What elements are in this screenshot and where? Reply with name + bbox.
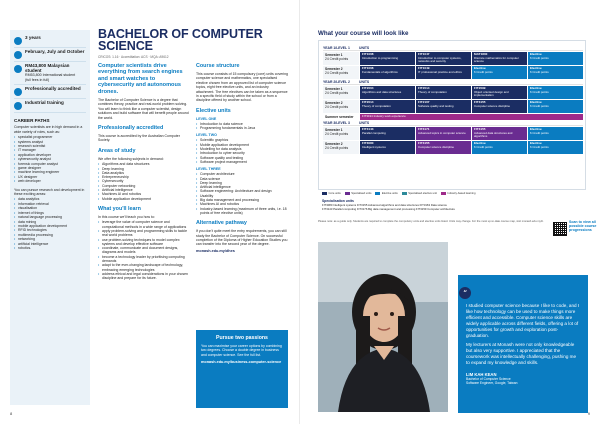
learn-item: • apply problem-solving and programming skills to tackle real world problems	[98, 229, 190, 238]
area-item: • Data analytics	[98, 171, 190, 175]
year-header	[323, 45, 583, 51]
career-item: • game designer	[14, 166, 86, 170]
area-item: • Entrepreneurship	[98, 175, 190, 179]
unit-code: FIT2099	[474, 86, 486, 90]
elective-item: • Scientific graphics	[196, 138, 288, 142]
level-three-heading: LEVEL THREE	[196, 167, 221, 172]
people-icon	[14, 102, 22, 110]
unit-name: Fundamentals of algorithms	[362, 69, 398, 74]
learn-intro: In this course we'll teach you how to:	[98, 214, 155, 219]
unit-name: 6 Credit points	[530, 130, 549, 135]
intro-paragraph: The Bachelor of Computer Science is a degree that combines theory, practice and real-world problem solving. You will learn to think like a computer scientist, design solutions and build software that will benefit people around the world.	[98, 98, 189, 120]
course-info-text	[25, 87, 81, 92]
elective-item: • Computer architecture	[196, 172, 288, 176]
units-column-label: UNITS	[359, 79, 370, 84]
unit-cell	[360, 100, 415, 113]
quote-mark-icon: “	[459, 287, 471, 299]
legend-swatch	[375, 192, 380, 195]
unit-name: 6 Credit points	[474, 69, 493, 74]
unit-code: Elective	[530, 127, 542, 131]
unit-name: Parallel computing	[362, 130, 386, 135]
research-item: • artificial intelligence	[14, 242, 86, 246]
course-info-line: (full fees in full)	[25, 77, 50, 82]
unit-code: Elective	[530, 141, 542, 145]
course-map	[318, 40, 586, 190]
semester-label	[323, 52, 359, 65]
semester-label	[323, 66, 359, 79]
learn-item: • address ethical and legal considerations in your chosen discipline and prepare for its future.	[98, 272, 190, 281]
quote-text	[466, 303, 580, 366]
unit-name: 6 Credit points	[530, 55, 549, 60]
career-item: • forensic computer analyst	[14, 162, 86, 166]
course-info-row	[14, 99, 86, 113]
semester-name: Semester 2	[325, 142, 343, 146]
area-item: • Deep learning	[98, 167, 190, 171]
elective-item: • Software project management	[196, 160, 288, 164]
semester-label	[323, 86, 359, 99]
unit-cell	[528, 141, 583, 154]
semester-points: 24 Credit points	[325, 57, 349, 61]
course-codes: CRICOS: 1.16 · Accreditation: ACS · MQA: A9612	[98, 55, 169, 59]
unit-cell	[472, 141, 527, 154]
student-job: Software Engineer, Google, Taiwan	[466, 381, 518, 385]
unit-name: 6 Credit points	[530, 103, 549, 108]
course-map-legend	[322, 192, 584, 195]
elective-item: • Software quality and testing	[196, 156, 288, 160]
career-intro: Computer scientists are in high demand in a wide variety of roles, such as:	[14, 125, 83, 134]
unit-code: FIT1049	[418, 66, 430, 70]
unit-code: FIT1008	[362, 52, 374, 56]
legend-label: Specialised elective unit	[408, 192, 437, 195]
semester-row	[323, 127, 583, 140]
career-item: • systems analyst	[14, 140, 86, 144]
elective-item: • Machines AI and robotics	[196, 202, 288, 206]
unit-name: Computer science discipline	[474, 103, 510, 108]
career-item: • research scientist	[14, 144, 86, 148]
semester-name: Semester 1	[325, 53, 343, 57]
level-one-list	[196, 122, 288, 131]
areas-intro: We offer the following subjects in demand:	[98, 156, 164, 161]
level-one-heading: LEVEL ONE	[196, 116, 217, 121]
unit-code: Elective	[474, 66, 486, 70]
elective-item: • Big data management and processing	[196, 198, 288, 202]
page-number-right: 9	[587, 411, 590, 416]
specialisation-line: FIT3080 Intelligent systems FIT3155 Advanced algorithms and data structures FIT3163 Data science	[322, 203, 447, 207]
semester-points: 24 Credit points	[325, 71, 349, 75]
learn-item: • leverage the value of computer science and computational methods in a wide range of applications	[98, 220, 190, 229]
page-number-left: 8	[10, 411, 13, 416]
level-three-list	[196, 172, 288, 215]
legend-label: Industry-based learning	[447, 192, 476, 195]
unit-code: FIT3155	[418, 141, 430, 145]
year-label: YEAR 1/LEVEL 1	[323, 45, 350, 50]
area-item: • Algorithms and data structures	[98, 162, 190, 166]
semester-points: 24 Credit points	[325, 146, 349, 150]
research-item: • data analytics	[14, 197, 86, 201]
left-column-1	[98, 63, 190, 281]
course-info-line: 3 years	[25, 35, 41, 40]
unit-name: Theory of computation	[418, 89, 447, 94]
semester-row	[323, 52, 583, 65]
learn-heading: What you'll learn	[98, 205, 141, 212]
specialisation-heading: Specialisation units	[322, 199, 354, 203]
award-icon	[14, 88, 22, 96]
units-column-label: UNITS	[359, 120, 370, 125]
pursue-heading: Pursue two passions	[216, 335, 268, 341]
career-list	[14, 135, 86, 183]
elective-item: • Introduction to data science	[196, 122, 288, 126]
course-map-note: Please note: as a guide only. Students are required to complete the compulsory units and elective units listed. Units may change. For the most up-to-date course map, visit monash.edu.my/it.	[318, 220, 544, 223]
unit-name: Algorithms and data structures	[362, 89, 402, 94]
unit-code: Elective	[530, 100, 542, 104]
year-header	[323, 79, 583, 85]
unit-code: FIT1047	[418, 52, 430, 56]
elective-item: • Mobile application development	[196, 143, 288, 147]
research-item: • information retrieval	[14, 202, 86, 206]
legend-item	[345, 192, 372, 195]
unit-cell	[472, 86, 527, 99]
pathway-text: If you don't quite meet the entry requirements, you can still study the Bachelor of Computer Science. On successful completion of the Diploma of Higher Education Studies you can transfer into the second year of the degree.	[196, 229, 288, 247]
unit-name: 6 Credit points	[474, 144, 493, 149]
course-info-text	[25, 50, 84, 55]
unit-code: FIT2014	[418, 86, 430, 90]
unit-code: FIT2107	[418, 100, 430, 104]
area-item: • Computer networking	[98, 184, 190, 188]
unit-name: Advanced data structures and algorithms	[474, 130, 513, 138]
career-paths-heading: CAREER PATHS	[14, 118, 50, 124]
legend-swatch	[441, 192, 446, 195]
unit-code: FIT2004	[362, 86, 374, 90]
course-map-heading: What your course will look like	[318, 30, 409, 37]
legend-swatch	[402, 192, 407, 195]
area-item: • Mobile application development	[98, 197, 190, 201]
unit-code: FIT3171	[418, 127, 430, 131]
unit-cell	[528, 66, 583, 79]
calendar-icon	[14, 51, 22, 59]
career-item: • cybersecurity analyst	[14, 157, 86, 161]
career-item: • machine learning engineer	[14, 170, 86, 174]
semester-points: 24 Credit points	[325, 105, 349, 109]
pathway-link[interactable]: monash.edu.my/dhes	[196, 248, 235, 253]
legend-label: Elective units	[381, 192, 398, 195]
unit-name: 6 Credit points	[530, 69, 549, 74]
research-item: • internet of things	[14, 211, 86, 215]
research-list	[14, 197, 86, 250]
unit-cell	[528, 100, 583, 113]
elective-item: • Deep learning	[196, 181, 288, 185]
student-quote	[458, 275, 588, 413]
unit-cell	[528, 127, 583, 140]
unit-code: FIT3155	[474, 100, 486, 104]
year-label: YEAR 3/LEVEL 3	[323, 120, 350, 125]
student-name: LIM KAH KEAN	[466, 372, 497, 377]
semester-row	[323, 100, 583, 113]
course-info-text	[25, 101, 64, 106]
unit-name: Computer science discipline	[418, 144, 454, 149]
unit-name: Advanced topics in computer science	[418, 130, 466, 135]
unit-code: Elective	[530, 66, 542, 70]
legend-item	[322, 192, 341, 195]
electives-heading: Elective units	[196, 107, 231, 114]
quote-paragraph: I studied computer science because I like to code, and I like how technology can be used to make things more efficient and accessible. Computer science skills are widely applicable across different fields, offering a lot of opportunities for growth and exploration post-graduation.	[466, 303, 580, 338]
research-intro: You can pursue research and development in these exciting areas:	[14, 187, 85, 197]
unit-cell	[360, 127, 415, 140]
career-item: • UX designer	[14, 175, 86, 179]
career-item: • application developer	[14, 153, 86, 157]
legend-item	[402, 192, 437, 195]
course-info-line: Industrial training	[25, 100, 64, 106]
unit-name: Intelligent systems	[362, 144, 386, 149]
unit-cell	[416, 141, 471, 154]
specialisation-line: FIT3143 Parallel computing FIT3176 Big data management and processing FIT3159 Computer architecture	[322, 206, 455, 211]
semester-label	[323, 100, 359, 113]
student-photo	[318, 242, 448, 412]
unit-code: FIT3143	[362, 127, 374, 131]
semester-row	[323, 141, 583, 154]
course-info-line: Professionally accredited	[25, 86, 81, 92]
summer-label: Summer semester	[323, 114, 359, 120]
legend-item	[375, 192, 397, 195]
learn-item: • coordinate, communicate and document designs, diagrams and models	[98, 246, 190, 255]
semester-row	[323, 66, 583, 79]
elective-item: • Programming fundamentals in Java	[196, 126, 288, 130]
unit-name: 6 Credit points	[530, 144, 549, 149]
course-info-text	[25, 36, 41, 41]
course-info-line: February, July and October	[25, 49, 85, 54]
unit-name: Software quality and testing	[418, 103, 454, 108]
unit-code: FIT2014	[362, 100, 374, 104]
elective-item: • Modelling for data analysis	[196, 147, 288, 151]
elective-item: • Artificial intelligence	[196, 185, 288, 189]
course-info-row	[14, 34, 86, 48]
unit-cell	[360, 141, 415, 154]
course-info-line: RM53,800 International student	[25, 73, 76, 78]
qr-code[interactable]	[553, 222, 567, 236]
unit-name: Introduction to computer systems, networks and security	[418, 55, 462, 63]
research-item: • mobile application development	[14, 224, 86, 228]
structure-heading: Course structure	[196, 63, 240, 69]
semester-label	[323, 127, 359, 140]
legend-item	[441, 192, 476, 195]
research-item: • networking	[14, 237, 86, 241]
scan-caption: Scan to view all possible course progressions	[569, 220, 597, 233]
summer-semester-row	[323, 114, 583, 120]
career-item: • specialist programmer	[14, 135, 86, 139]
student-degree: Bachelor of Computer Science	[466, 377, 511, 381]
semester-name: Semester 1	[325, 87, 343, 91]
research-item: • RFID technologies	[14, 228, 86, 232]
semester-label	[323, 141, 359, 154]
course-info-row	[14, 48, 86, 62]
legend-swatch	[322, 192, 327, 195]
unit-cell	[416, 66, 471, 79]
semester-name: Semester 1	[325, 128, 343, 132]
learn-list	[98, 220, 190, 280]
year-label: YEAR 2/LEVEL 2	[323, 79, 350, 84]
pursue-link[interactable]: monash.edu.my/business-computer-science	[201, 359, 282, 364]
course-info-text	[25, 64, 86, 82]
unit-cell	[416, 127, 471, 140]
clock-icon	[14, 37, 22, 45]
elective-item: • Usability	[196, 194, 288, 198]
unit-name: Theory of computation	[362, 103, 391, 108]
accreditation-heading: Professionally accredited	[98, 125, 164, 132]
unit-name: IT professional practice and ethics	[418, 69, 462, 74]
unit-code: Elective	[474, 141, 486, 145]
unit-code: MAT1830	[474, 52, 488, 56]
semester-name: Semester 2	[325, 101, 343, 105]
career-item: • web developer	[14, 179, 86, 183]
unit-code: Elective	[530, 86, 542, 90]
unit-code: Elective	[530, 52, 542, 56]
unit-cell	[472, 127, 527, 140]
research-item: • robotics.	[14, 246, 86, 250]
unit-name: Discrete mathematics for computer science	[474, 55, 519, 63]
course-sidebar	[10, 30, 90, 405]
level-two-heading: LEVEL TWO	[196, 133, 217, 138]
legend-label: Specialised units	[351, 192, 372, 195]
course-info-row	[14, 85, 86, 99]
areas-heading: Areas of study	[98, 147, 136, 154]
unit-name: 6 Credit points	[530, 89, 549, 94]
elective-item: • Data science	[196, 177, 288, 181]
unit-name: Object oriented design and implementation	[474, 89, 509, 97]
unit-cell	[416, 100, 471, 113]
unit-cell	[416, 52, 471, 65]
lead-text: Computer scientists drive everything from search engines and smart watches to cybersecurity and autonomous drones.	[98, 63, 183, 95]
left-column-2	[196, 63, 288, 253]
area-item: • Artificial intelligence	[98, 188, 190, 192]
research-item: • multimedia processing	[14, 233, 86, 237]
unit-code: FIT3080	[362, 141, 374, 145]
legend-label: Core units	[328, 192, 341, 195]
area-item: • Cybersecurity	[98, 179, 190, 183]
unit-cell	[528, 52, 583, 65]
learn-item: • use problem-solving techniques to model complex systems and develop effective software	[98, 238, 190, 247]
structure-text: This course consists of 15 compulsory (core) units covering computer science and mathematics, one specialised elective chosen from an approved list of computer science topics, eight free elective units, and an industry attachment. The free electives can be taken as a sequence in a specific field of study within the school or from a discipline offered by another school.	[196, 72, 289, 103]
legend-swatch	[345, 192, 350, 195]
page-title: BACHELOR OF COMPUTER SCIENCE	[98, 27, 263, 53]
semester-points: 24 Credit points	[325, 91, 349, 95]
unit-cell	[472, 52, 527, 65]
semester-name: Semester 2	[325, 67, 343, 71]
career-item: • IT manager	[14, 148, 86, 152]
elective-item: • Software engineering: Architecture and design	[196, 189, 288, 193]
elective-item: • Industry-based learning (maximum of three units, i.e. 18 points of free elective units)	[196, 207, 288, 216]
elective-item: • Introduction to cyber security	[196, 151, 288, 155]
unit-cell	[416, 86, 471, 99]
semester-row	[323, 86, 583, 99]
unit-cell	[528, 86, 583, 99]
course-info-line: RM43,800 Malaysian student	[25, 63, 70, 73]
area-item: • Machines AI and robotics	[98, 192, 190, 196]
course-info-row	[14, 62, 86, 85]
research-item: • visualisation	[14, 206, 86, 210]
accreditation-text: This course is accredited by the Australian Computer Society.	[98, 134, 180, 143]
unit-code: FIT1008	[362, 66, 374, 70]
unit-name: Introduction to programming	[362, 55, 399, 60]
pursue-text: You can maximise your career options by combining two degrees. Choose a double degree in business and computer science. See the full list.	[201, 344, 282, 357]
dollar-icon	[14, 65, 22, 73]
level-two-list	[196, 138, 288, 164]
pursue-passions-box	[196, 330, 288, 408]
summer-unit: FIT3194 Industry work experience	[360, 114, 583, 120]
unit-cell	[472, 66, 527, 79]
learn-item: • adapt to the ever-changing landscape of technology, embracing emerging technologies	[98, 263, 190, 272]
research-item: • natural language processing	[14, 215, 86, 219]
unit-code: FIT3155	[474, 127, 486, 131]
specialisation-list	[322, 204, 584, 211]
semester-points: 24 Credit points	[325, 132, 349, 136]
student-portrait-illustration	[318, 242, 448, 412]
research-item: • data mining	[14, 220, 86, 224]
unit-cell	[360, 86, 415, 99]
unit-cell	[472, 100, 527, 113]
pathway-heading: Alternative pathway	[196, 220, 247, 227]
year-header	[323, 120, 583, 126]
learn-item: • become a technology leader by prioritising computing demands	[98, 255, 190, 264]
unit-cell	[360, 66, 415, 79]
units-column-label: UNITS	[359, 45, 370, 50]
unit-cell	[360, 52, 415, 65]
quote-paragraph: My lecturers at Monash were not only knowledgeable but also very supportive. I appreciated that the coursework was intellectually challenging, pushing me to expand my knowledge and skills.	[466, 342, 577, 365]
areas-list	[98, 162, 190, 201]
